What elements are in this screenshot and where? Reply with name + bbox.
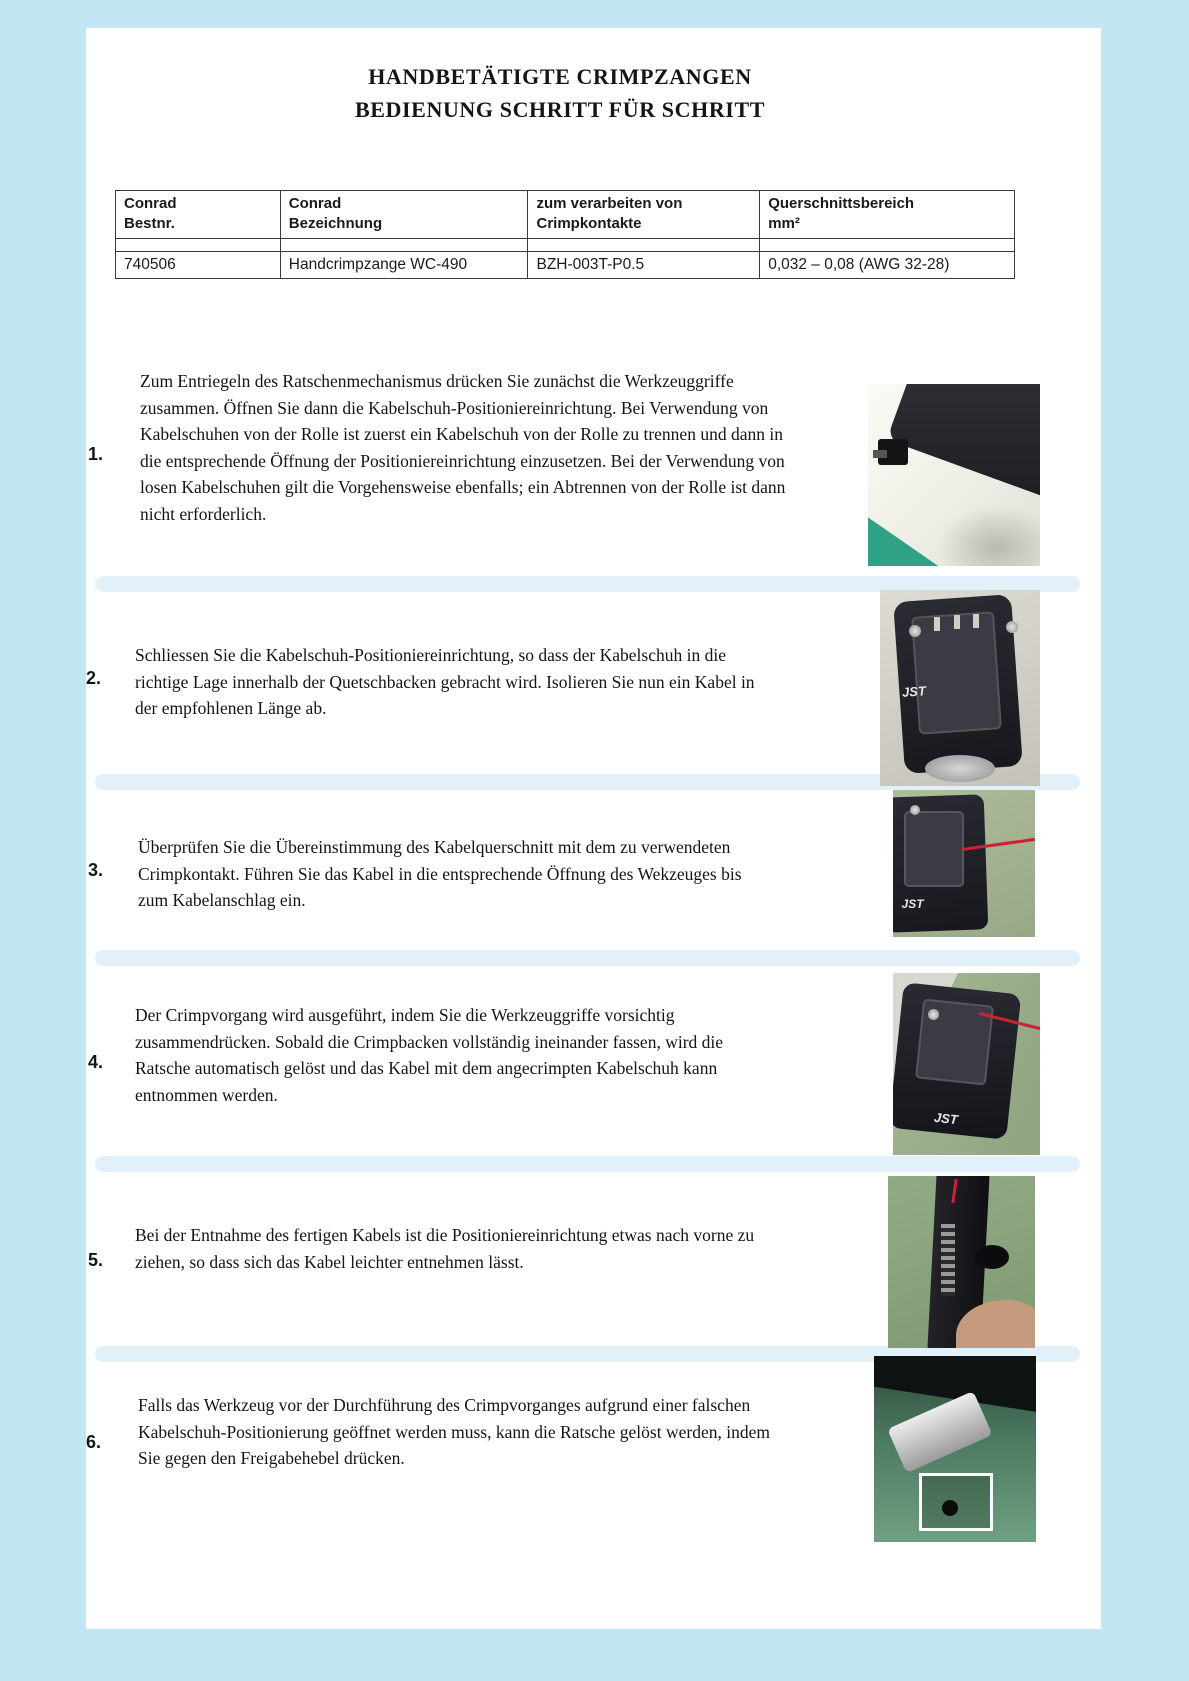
tool-body	[887, 384, 1040, 511]
cell-bestnr: 740506	[116, 252, 281, 279]
header-text: mm²	[768, 214, 800, 232]
step-6-text: Falls das Werkzeug vor der Durchführung des Crimpvorganges aufgrund einer falschen Kabelschuh-Positionierung geöffnet werden muss, kann die Ratsche gelöst werden, indem Sie gegen den Freigabehebel drücken.	[138, 1395, 770, 1469]
step-5-photo-removing-cable	[888, 1176, 1035, 1348]
header-querschnittsbereich	[760, 191, 1015, 239]
step-2-text: Schliessen Sie die Kabelschuh-Positioniereinrichtung, so dass der Kabelschuh in die richtige Lage innerhalb der Quetschbacken gebracht wird. Isolieren Sie nun ein Kabel in der empfohlenen Länge ab.	[135, 645, 755, 719]
step-6-photo-release-lever	[874, 1356, 1036, 1542]
cell-querschnitt: 0,032 – 0,08 (AWG 32-28)	[760, 252, 1015, 279]
header-text: zum verarbeiten von	[536, 195, 683, 212]
contact-slot	[973, 614, 979, 628]
screw	[909, 625, 921, 637]
scan-border-right	[1101, 0, 1189, 1681]
step-3-number: 3.	[88, 860, 104, 880]
step-3-text: Überprüfen Sie die Übereinstimmung des Kabelquerschnitt mit dem zu verwendeten Crimpkontakt. Führen Sie das Kabel in die entsprechende Öffnung des Wekzeuges bis zum Kabelanschlag ein.	[138, 837, 742, 911]
brand-label: JST	[901, 683, 927, 700]
spacer-cell	[116, 239, 281, 252]
step-1-number: 1.	[88, 444, 104, 464]
highlight-box	[919, 1473, 993, 1531]
positioner-knob	[975, 1245, 1009, 1269]
shadow	[937, 506, 1040, 566]
contact-pin	[873, 450, 887, 458]
step-2-number: 2.	[86, 668, 102, 688]
spec-table-data-row	[116, 252, 1015, 279]
page-title	[40, 60, 1080, 126]
screw	[942, 1500, 958, 1516]
scan-artifact	[95, 950, 1080, 966]
header-bestnr	[116, 191, 281, 239]
header-text: Querschnittsbereich	[768, 195, 915, 212]
screw	[1006, 621, 1018, 633]
die-plate	[904, 811, 964, 887]
page-title-line-1: HANDBETÄTIGTE CRIMPZANGEN	[368, 64, 752, 89]
step-6-number: 6.	[86, 1432, 102, 1452]
spacer-cell	[280, 239, 528, 252]
step-2-photo-positioner-closed	[880, 590, 1040, 786]
header-text: Crimpkontakte	[536, 214, 642, 232]
step-1-photo-crimp-tool-open-positioner	[868, 384, 1040, 566]
header-text: Bezeichnung	[288, 214, 383, 232]
spring	[941, 1224, 955, 1296]
brand-label: JST	[933, 1109, 959, 1128]
brand-label: JST	[901, 896, 924, 911]
screw	[910, 805, 920, 815]
spec-table-header-row	[116, 191, 1015, 239]
cell-crimpkontakte: BZH-003T-P0.5	[528, 252, 760, 279]
scan-border-left	[0, 0, 86, 1681]
roller	[925, 755, 995, 782]
spacer-cell	[760, 239, 1015, 252]
spacer-cell	[528, 239, 760, 252]
step-1-text: Zum Entriegeln des Ratschenmechanismus drücken Sie zunächst die Werkzeuggriffe zusammen. Öffnen Sie dann die Kabelschuh-Positioniereinrichtung. Bei Verwendung von Kabelschuhen von der Rolle ist zuerst ein Kabelschuh von der Rolle zu trennen und dann in die entsprechende Öffnung der Positioniereinrichtung einzusetzen. Bei der Verwendung von losen Kabelschuhen gilt die Vorgehensweise ebenfalls; ein Abtrennen von der Rolle ist dann nicht erforderlich.	[140, 371, 786, 524]
step-3-photo-wire-inserted	[893, 790, 1035, 937]
contact-slot	[954, 615, 960, 629]
header-text: Bestnr.	[124, 214, 175, 232]
step-4-number: 4.	[88, 1052, 104, 1072]
header-bezeichnung	[280, 191, 528, 239]
header-text: Conrad	[288, 195, 342, 212]
scan-border-bottom	[0, 1629, 1189, 1681]
scan-border-top	[0, 0, 1189, 28]
release-lever	[888, 1391, 994, 1473]
step-5-text: Bei der Entnahme des fertigen Kabels ist die Positioniereinrichtung etwas nach vorne zu ziehen, so dass sich das Kabel leichter entnehmen lässt.	[135, 1225, 755, 1272]
step-5-number: 5.	[88, 1250, 104, 1270]
header-text: Conrad	[124, 195, 177, 212]
cell-bezeichnung: Handcrimpzange WC-490	[280, 252, 528, 279]
step-4-photo-crimping-action	[893, 973, 1040, 1155]
header-crimpkontakte	[528, 191, 760, 239]
spec-table-spacer-row	[116, 239, 1015, 252]
page-title-line-2: BEDIENUNG SCHRITT FÜR SCHRITT	[354, 97, 766, 122]
step-4-text: Der Crimpvorgang wird ausgeführt, indem Sie die Werkzeuggriffe vorsichtig zusammendrücken. Sobald die Crimpbacken vollständig ineinander fassen, wird die Ratsche automatisch gelöst und das Kabel mit dem angecrimpten Kabelschuh kann entnommen werden.	[135, 1005, 724, 1105]
scan-artifact	[95, 1156, 1080, 1172]
contact-slot	[934, 617, 940, 631]
spec-table	[115, 190, 1015, 279]
